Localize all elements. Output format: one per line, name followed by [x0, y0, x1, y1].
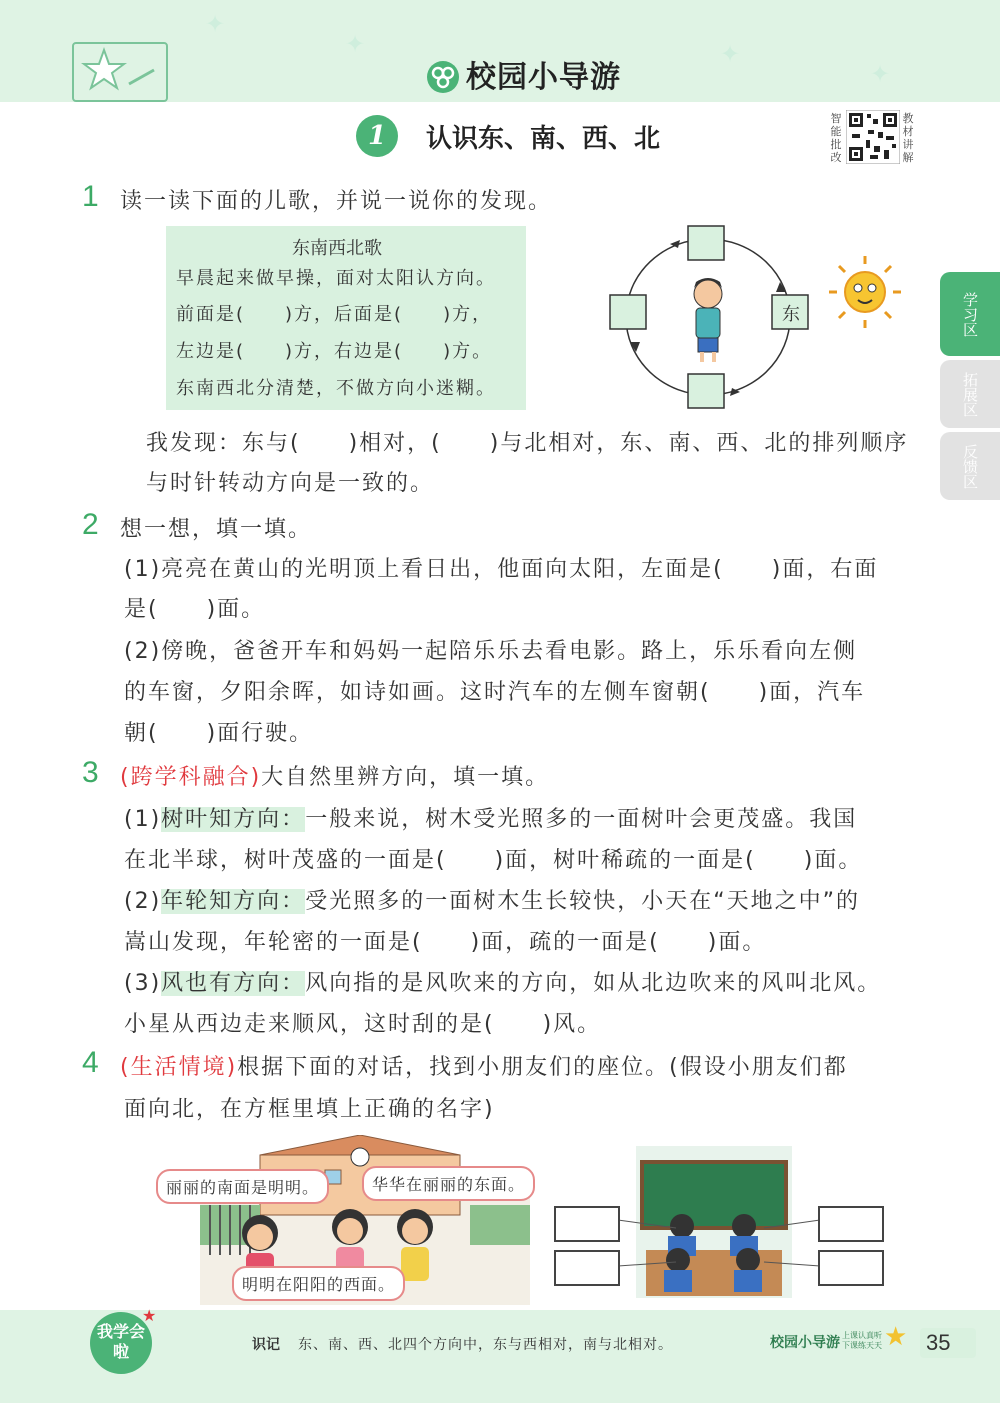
question-prompt: 根据下面的对话，找到小朋友们的座位。(假设小朋友们都	[237, 1055, 848, 1080]
qr-left-label: 智能批改	[830, 112, 842, 164]
question-line: 朝( )面行驶。	[124, 721, 314, 746]
question-number: 1	[82, 180, 99, 213]
song-title: 东南西北歌	[292, 238, 382, 259]
finding-line: 我发现：东与( )相对，( )与北相对，东、南、西、北的排列顺序	[146, 431, 909, 456]
footer-badge-text: 我学会啦	[96, 1322, 145, 1361]
question-prompt: 读一读下面的儿歌，并说一说你的发现。	[120, 189, 553, 214]
question-line: 在北半球，树叶茂盛的一面是( )面，树叶稀疏的一面是( )面。	[124, 848, 863, 873]
question-line: 嵩山发现，年轮密的一面是( )面，疏的一面是( )面。	[124, 930, 767, 955]
part-text: 风向指的是风吹来的方向，如从北边吹来的风叫北风。	[305, 971, 882, 996]
compass-east-label: 东	[782, 304, 800, 325]
part-label: (3)	[124, 971, 162, 996]
qr-code-icon	[846, 110, 900, 164]
question-number: 4	[82, 1046, 99, 1079]
song-line: 早晨起来做早操，面对太阳认方向。	[176, 268, 496, 289]
memo-text: 东、南、西、北四个方向中，东与西相对，南与北相对。	[298, 1337, 673, 1353]
seat-answer-box[interactable]	[554, 1206, 620, 1242]
speech-bubble: 明明在阳阳的西面。	[232, 1266, 405, 1301]
compass-illustration	[600, 222, 930, 412]
qr-right-label: 教材讲解	[902, 112, 914, 164]
part-label: (1)	[124, 807, 162, 832]
lesson-number: 1	[356, 115, 398, 157]
keyword-highlight: 年轮知方向：	[161, 889, 306, 914]
header-logo-icon	[426, 60, 460, 94]
part-text: 受光照多的一面树木生长较快，小天在“天地之中”的	[305, 889, 860, 914]
question-prompt-line	[120, 760, 549, 791]
question-line: 面向北，在方框里填上正确的名字)	[124, 1097, 495, 1122]
tab-study[interactable]: 学习区	[940, 272, 1000, 356]
question-line: (2)傍晚，爸爸开车和妈妈一起陪乐乐去看电影。路上，乐乐看向左侧	[124, 639, 858, 664]
question-line: 小星从西边走来顺风，这时刮的是( )风。	[124, 1012, 602, 1037]
question-line	[124, 884, 860, 915]
question-prompt: 大自然里辨方向，填一填。	[261, 765, 550, 790]
question-prompt: 想一想，填一填。	[120, 517, 313, 542]
song-line: 前面是( )方，后面是( )方，	[176, 304, 493, 325]
qr-code-block[interactable]	[830, 110, 916, 166]
memo-label: 识记	[252, 1337, 280, 1353]
seat-answer-box[interactable]	[818, 1250, 884, 1286]
lesson-title: 认识东、南、西、北	[426, 124, 661, 154]
question-number: 2	[82, 508, 99, 541]
question-line: (1)亮亮在黄山的光明顶上看日出，他面向太阳，左面是( )面，右面	[124, 557, 879, 582]
speech-bubble: 丽丽的南面是明明。	[156, 1169, 329, 1204]
question-line	[124, 802, 857, 833]
question-number: 3	[82, 756, 99, 789]
blackboard-star-icon	[72, 42, 168, 102]
sparkle-icon: ✦	[720, 40, 741, 68]
song-line: 东南西北分清楚，不做方向小迷糊。	[176, 378, 496, 399]
tab-extend[interactable]: 拓展区	[940, 360, 1000, 428]
footer-brand: 校园小导游	[770, 1335, 840, 1351]
question-tag: (跨学科融合)	[120, 765, 262, 790]
question-tag: (生活情境)	[120, 1055, 238, 1080]
footer-brand-sub: 下课练天天	[842, 1341, 882, 1350]
part-label: (2)	[124, 889, 162, 914]
header-title: 校园小导游	[466, 60, 621, 95]
page-number: 35	[926, 1330, 951, 1355]
finding-line: 与时针转动方向是一致的。	[146, 471, 435, 496]
sparkle-icon: ✦	[870, 60, 891, 88]
seat-answer-box[interactable]	[554, 1250, 620, 1286]
question-line: 的车窗，夕阳余晖，如诗如画。这时汽车的左侧车窗朝( )面，汽车	[124, 680, 866, 705]
question-line: 是( )面。	[124, 597, 266, 622]
question-line	[124, 966, 881, 997]
part-text: 一般来说，树木受光照多的一面树叶会更茂盛。我国	[305, 807, 858, 832]
keyword-highlight: 树叶知方向：	[161, 807, 306, 832]
seat-answer-box[interactable]	[818, 1206, 884, 1242]
tab-feedback[interactable]: 反馈区	[940, 432, 1000, 500]
sparkle-icon: ✦	[345, 30, 366, 58]
song-line: 左边是( )方，右边是( )方。	[176, 341, 493, 362]
star-icon: ★	[142, 1306, 157, 1325]
speech-bubble: 华华在丽丽的东面。	[362, 1166, 535, 1201]
question-prompt-line	[120, 1050, 848, 1081]
mascot-star-icon: ★	[884, 1322, 908, 1352]
keyword-highlight: 风也有方向：	[161, 971, 306, 996]
sparkle-icon: ✦	[205, 10, 226, 38]
footer-brand-sub: 上课认真听	[842, 1331, 882, 1340]
